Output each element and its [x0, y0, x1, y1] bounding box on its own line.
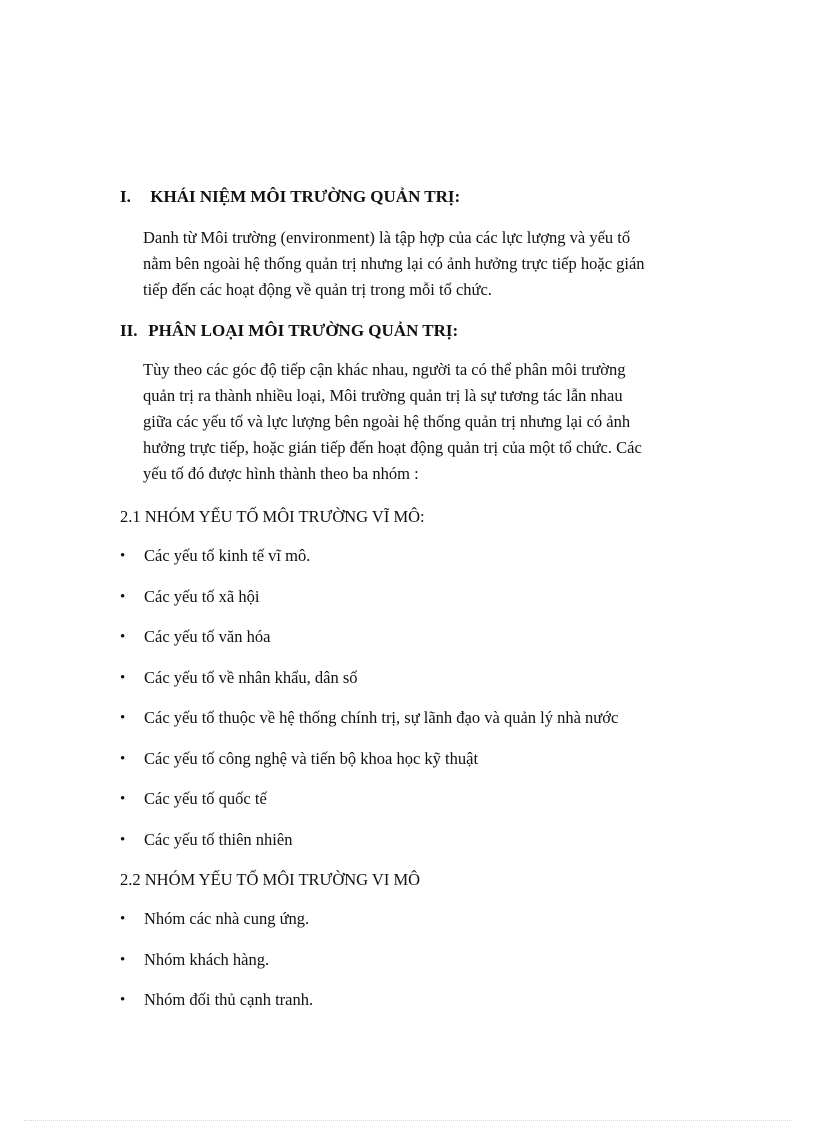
- section-2-number: II.: [120, 321, 138, 340]
- list-item-text: Các yếu tố thuộc về hệ thống chính trị, sự lãnh đạo và quản lý nhà nước: [144, 708, 619, 727]
- bullet-icon: •: [120, 629, 126, 645]
- paragraph-line: hưởng trực tiếp, hoặc gián tiếp đến hoạt động quản trị của một tổ chức. Các: [143, 438, 642, 457]
- group-2-2-heading: 2.2 NHÓM YẾU TỐ MÔI TRƯỜNG VI MÔ: [120, 870, 421, 889]
- bullet-icon: •: [120, 951, 126, 968]
- paragraph-line: nằm bên ngoài hệ thống quản trị nhưng lại có ảnh hưởng trực tiếp hoặc gián: [143, 254, 645, 273]
- bullet-icon: •: [120, 588, 126, 605]
- list-item-text: Các yếu tố kinh tế vĩ mô.: [144, 546, 311, 565]
- group-2-1-heading: 2.1 NHÓM YẾU TỐ MÔI TRƯỜNG VĨ MÔ:: [120, 507, 425, 526]
- list-item-text: Các yếu tố văn hóa: [144, 627, 271, 646]
- paragraph-line: quản trị ra thành nhiều loại, Môi trường quản trị là sự tương tác lẫn nhau: [143, 386, 623, 405]
- list-item-text: Các yếu tố thiên nhiên: [144, 829, 293, 849]
- paragraph-line: yếu tố đó được hình thành theo ba nhóm :: [143, 464, 419, 483]
- paragraph-line: Tùy theo các góc độ tiếp cận khác nhau, người ta có thể phân môi trường: [143, 360, 626, 379]
- section-1-heading: [120, 186, 460, 208]
- list-item-text: Các yếu tố quốc tế: [144, 789, 267, 808]
- paragraph-line: giữa các yếu tố và lực lượng bên ngoài hệ thống quản trị nhưng lại có ảnh: [143, 412, 631, 431]
- section-2-paragraph: [143, 357, 723, 487]
- section-1-paragraph: [143, 225, 723, 303]
- list-item-text: Các yếu tố về nhân khẩu, dân số: [144, 667, 358, 687]
- bullet-icon: •: [120, 750, 126, 767]
- paragraph-line: Danh từ Môi trường (environment) là tập hợp của các lực lượng và yếu tố: [143, 228, 631, 247]
- bullet-icon: •: [120, 791, 126, 807]
- list-item-text: Nhóm khách hàng.: [144, 949, 270, 969]
- section-2-title: PHÂN LOẠI MÔI TRƯỜNG QUẢN TRỊ:: [148, 321, 459, 340]
- bullet-icon: •: [120, 911, 126, 927]
- list-item-text: Nhóm đối thủ cạnh tranh.: [144, 990, 314, 1009]
- bullet-icon: •: [120, 992, 126, 1008]
- paragraph-line: tiếp đến các hoạt động về quản trị trong mỗi tổ chức.: [143, 280, 492, 299]
- list-item-text: Nhóm các nhà cung ứng.: [144, 909, 310, 928]
- page-bottom-divider: [24, 1120, 792, 1121]
- section-2-heading: [120, 320, 458, 342]
- bullet-icon: •: [120, 831, 126, 848]
- bullet-icon: •: [120, 548, 126, 564]
- bullet-icon: •: [120, 710, 126, 726]
- section-1-number: I.: [120, 187, 131, 206]
- bullet-icon: •: [120, 669, 126, 686]
- list-item-text: Các yếu tố công nghệ và tiến bộ khoa học kỹ thuật: [144, 748, 479, 768]
- section-1-title: KHÁI NIỆM MÔI TRƯỜNG QUẢN TRỊ:: [150, 187, 461, 206]
- list-item-text: Các yếu tố xã hội: [144, 586, 260, 606]
